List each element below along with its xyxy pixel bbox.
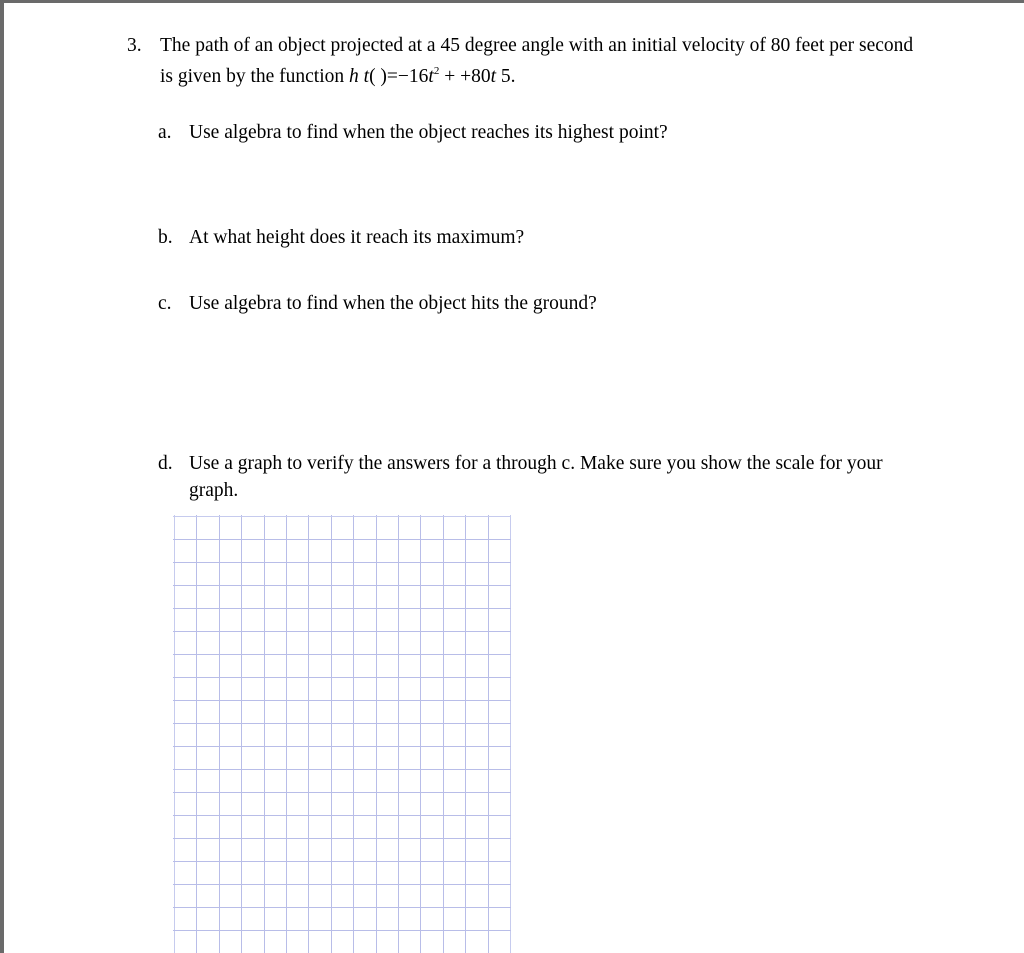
part-b-text: At what height does it reach its maximum? xyxy=(189,227,525,248)
question-text-line1: The path of an object projected at a 45 degree angle with an initial velocity of 80 feet per second xyxy=(160,35,914,56)
function-exponent: 2 xyxy=(433,65,440,77)
part-d-text: Use a graph to verify the answers for a through c. Make sure you show the scale for your xyxy=(189,453,883,474)
function-constant: 5. xyxy=(496,66,516,87)
part-c-marker: c. xyxy=(158,293,172,314)
part-a-text: Use algebra to find when the object reaches its highest point? xyxy=(189,122,668,143)
function-intro: is given by the function xyxy=(160,66,350,87)
function-h: h xyxy=(349,66,359,87)
function-t-squared: t xyxy=(428,66,434,87)
question-number: 3. xyxy=(127,35,142,56)
part-c-text: Use algebra to find when the object hits the ground? xyxy=(189,293,597,314)
graph-paper xyxy=(173,515,511,953)
function-t: t xyxy=(358,66,370,87)
function-linear-coef: + +80 xyxy=(439,66,491,87)
part-b-marker: b. xyxy=(158,227,173,248)
part-d-text-line2: graph. xyxy=(189,480,239,501)
function-t-linear: t xyxy=(490,66,497,87)
graph-paper-grid xyxy=(173,515,511,953)
question-text-line2 xyxy=(160,67,516,87)
part-a-marker: a. xyxy=(158,122,172,143)
part-d-marker: d. xyxy=(158,453,173,474)
function-coef: ( )=−16 xyxy=(369,66,429,87)
viewer-left-border xyxy=(0,0,4,953)
viewer-top-border xyxy=(0,0,1024,3)
